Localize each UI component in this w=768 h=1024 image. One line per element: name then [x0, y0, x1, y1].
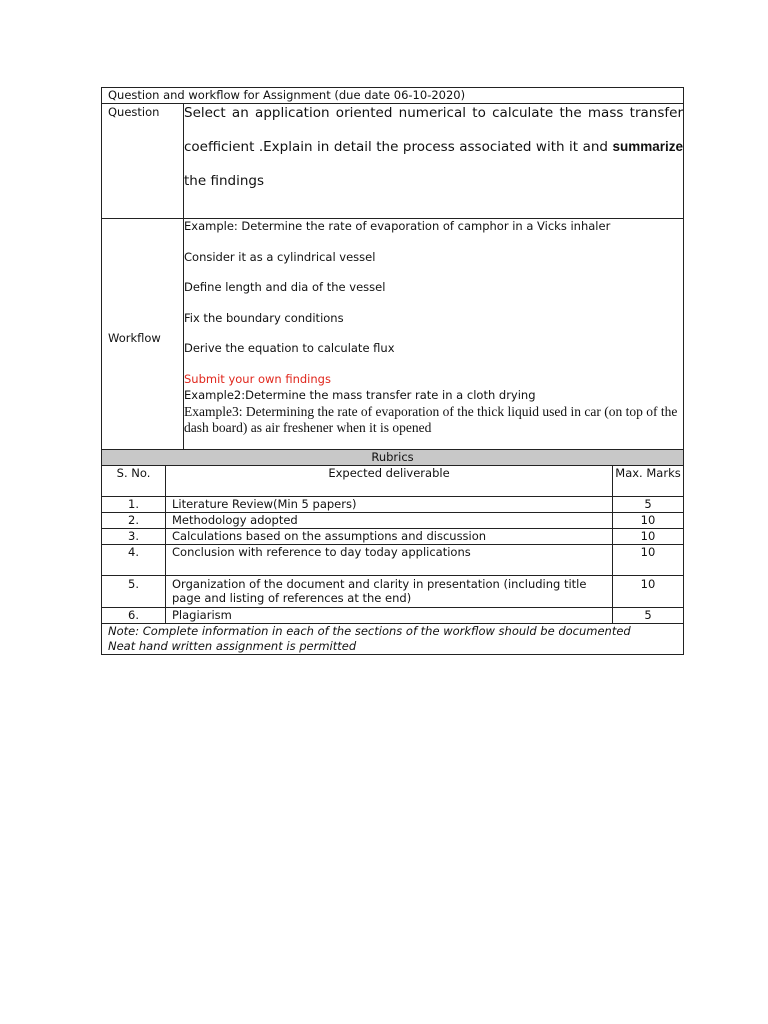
workflow-row — [102, 219, 683, 450]
row-max-marks: 5 — [613, 497, 684, 513]
row-max-marks: 10 — [613, 576, 684, 608]
table-row — [102, 529, 683, 545]
row-sno: 2. — [102, 513, 166, 529]
row-deliverable: Plagiarism — [166, 608, 613, 624]
note — [102, 624, 683, 654]
row-sno: 3. — [102, 529, 166, 545]
row-sno: 5. — [102, 576, 166, 608]
workflow-submit-note: Submit your own findings — [184, 371, 331, 386]
workflow-step: Consider it as a cylindrical vessel — [184, 249, 376, 264]
note-line-1: Note: Complete information in each of the sections of the workflow should be documented — [108, 624, 631, 638]
rubrics-table — [102, 466, 683, 624]
table-row — [102, 545, 683, 576]
table-row — [102, 513, 683, 529]
workflow-label: Workflow — [102, 219, 184, 449]
row-deliverable: Organization of the document and clarity in presentation (including title page and listing of references at the end) — [166, 576, 613, 608]
header-sno: S. No. — [102, 466, 166, 497]
question-text — [184, 96, 683, 218]
row-deliverable: Literature Review(Min 5 papers) — [166, 497, 613, 513]
header-max-marks: Max. Marks — [613, 466, 684, 497]
row-sno: 4. — [102, 545, 166, 576]
row-deliverable: Methodology adopted — [166, 513, 613, 529]
row-max-marks: 10 — [613, 529, 684, 545]
question-text-end: the findings — [184, 173, 264, 189]
row-max-marks: 10 — [613, 513, 684, 529]
workflow-step: Define length and dia of the vessel — [184, 280, 386, 294]
header-deliverable: Expected deliverable — [166, 466, 613, 497]
rubrics-header-row — [102, 466, 683, 497]
row-sno: 6. — [102, 608, 166, 624]
assignment-document — [101, 87, 684, 655]
question-text-main: Select an application oriented numerical to calculate the mass transfer coefficient .Explain in detail the process associated with it and — [184, 105, 683, 155]
question-row — [102, 104, 683, 219]
row-deliverable: Calculations based on the assumptions and discussion — [166, 529, 613, 545]
workflow-content — [184, 219, 683, 449]
row-max-marks: 5 — [613, 608, 684, 624]
table-row — [102, 497, 683, 513]
row-max-marks: 10 — [613, 545, 684, 576]
workflow-step: Fix the boundary conditions — [184, 310, 344, 325]
workflow-step: Derive the equation to calculate flux — [184, 341, 395, 355]
question-label: Question — [102, 104, 184, 218]
workflow-step: Example: Determine the rate of evaporation of camphor in a Vicks inhaler — [184, 219, 611, 233]
row-sno: 1. — [102, 497, 166, 513]
row-deliverable: Conclusion with reference to day today applications — [166, 545, 613, 576]
note-line-2: Neat hand written assignment is permitted — [108, 639, 357, 653]
workflow-example-2: Example2:Determine the mass transfer rate in a cloth drying — [184, 387, 536, 402]
table-row — [102, 576, 683, 608]
rubrics-heading: Rubrics — [102, 450, 683, 466]
document-title: Question and workflow for Assignment (due date 06-10-2020) — [102, 88, 683, 104]
question-text-emphasis: summarize — [612, 139, 683, 154]
table-row — [102, 608, 683, 624]
workflow-example-3: Example3: Determining the rate of evaporation of the thick liquid used in car (on top of the dash board) as air freshener when it is opened — [184, 403, 678, 435]
